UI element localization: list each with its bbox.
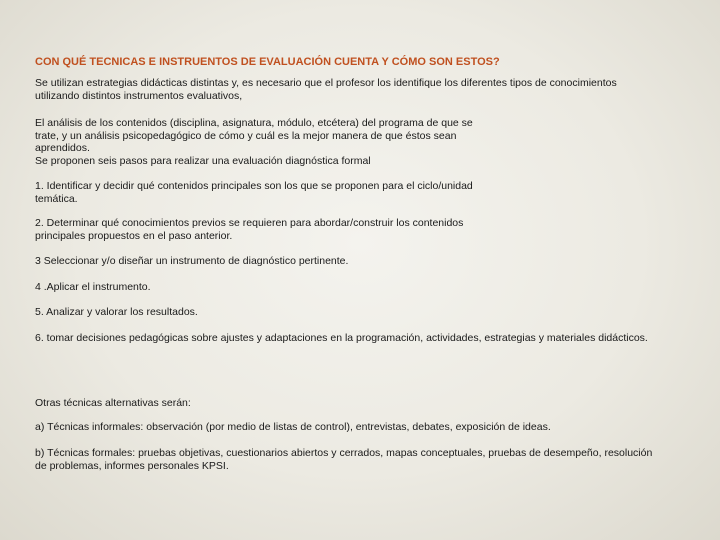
text-line: 2. Determinar qué conocimientos previos se requieren para abordar/construir los contenidos bbox=[35, 217, 464, 229]
text-line: 3 Seleccionar y/o diseñar un instrumento de diagnóstico pertinente. bbox=[35, 255, 349, 267]
text-line: Se proponen seis pasos para realizar una evaluación diagnóstica formal bbox=[35, 154, 371, 167]
text-line: Otras técnicas alternativas serán: bbox=[35, 397, 191, 409]
text-line: El análisis de los contenidos (disciplina, asignatura, módulo, etcétera) del programa de que se bbox=[35, 117, 473, 129]
text-line: principales propuestos en el paso anterior. bbox=[35, 229, 233, 242]
text-line: utilizando distintos instrumentos evaluativos, bbox=[35, 89, 243, 102]
paragraph-analysis bbox=[35, 117, 473, 167]
paragraph-intro bbox=[35, 77, 617, 102]
text-line: a) Técnicas informales: observación (por medio de listas de control), entrevistas, debates, exposición de ideas. bbox=[35, 421, 551, 433]
text-line: trate, y un análisis psicopedagógico de cómo y cuál es la mejor manera de que éstos sean bbox=[35, 129, 457, 142]
text-line: temática. bbox=[35, 192, 78, 205]
text-line: 5. Analizar y valorar los resultados. bbox=[35, 306, 198, 318]
text-line: aprendidos. bbox=[35, 142, 90, 154]
step-5 bbox=[35, 306, 198, 319]
step-6 bbox=[35, 332, 648, 345]
text-line: Se utilizan estrategias didácticas distintas y, es necesario que el profesor los identifique los diferentes tipos de conocimientos bbox=[35, 77, 617, 89]
informal-techniques bbox=[35, 421, 551, 434]
step-4 bbox=[35, 281, 151, 294]
text-line: b) Técnicas formales: pruebas objetivas, cuestionarios abiertos y cerrados, mapas conceptuales, pruebas de desempeño, resolución bbox=[35, 447, 653, 459]
text-line: de problemas, informes personales KPSI. bbox=[35, 459, 229, 472]
other-techniques-heading bbox=[35, 397, 191, 410]
text-line: 6. tomar decisiones pedagógicas sobre ajustes y adaptaciones en la programación, actividades, estrategias y materiales didácticos. bbox=[35, 332, 648, 344]
formal-techniques bbox=[35, 447, 652, 472]
text-line: 1. Identificar y decidir qué contenidos principales son los que se proponen para el ciclo/unidad bbox=[35, 180, 473, 192]
step-1 bbox=[35, 180, 473, 205]
text-line: 4 .Aplicar el instrumento. bbox=[35, 281, 151, 293]
step-2 bbox=[35, 217, 463, 242]
step-3 bbox=[35, 255, 348, 268]
slide-title: CON QUÉ TECNICAS E INSTRUENTOS DE EVALUACIÓN CUENTA Y CÓMO SON ESTOS? bbox=[35, 56, 500, 68]
